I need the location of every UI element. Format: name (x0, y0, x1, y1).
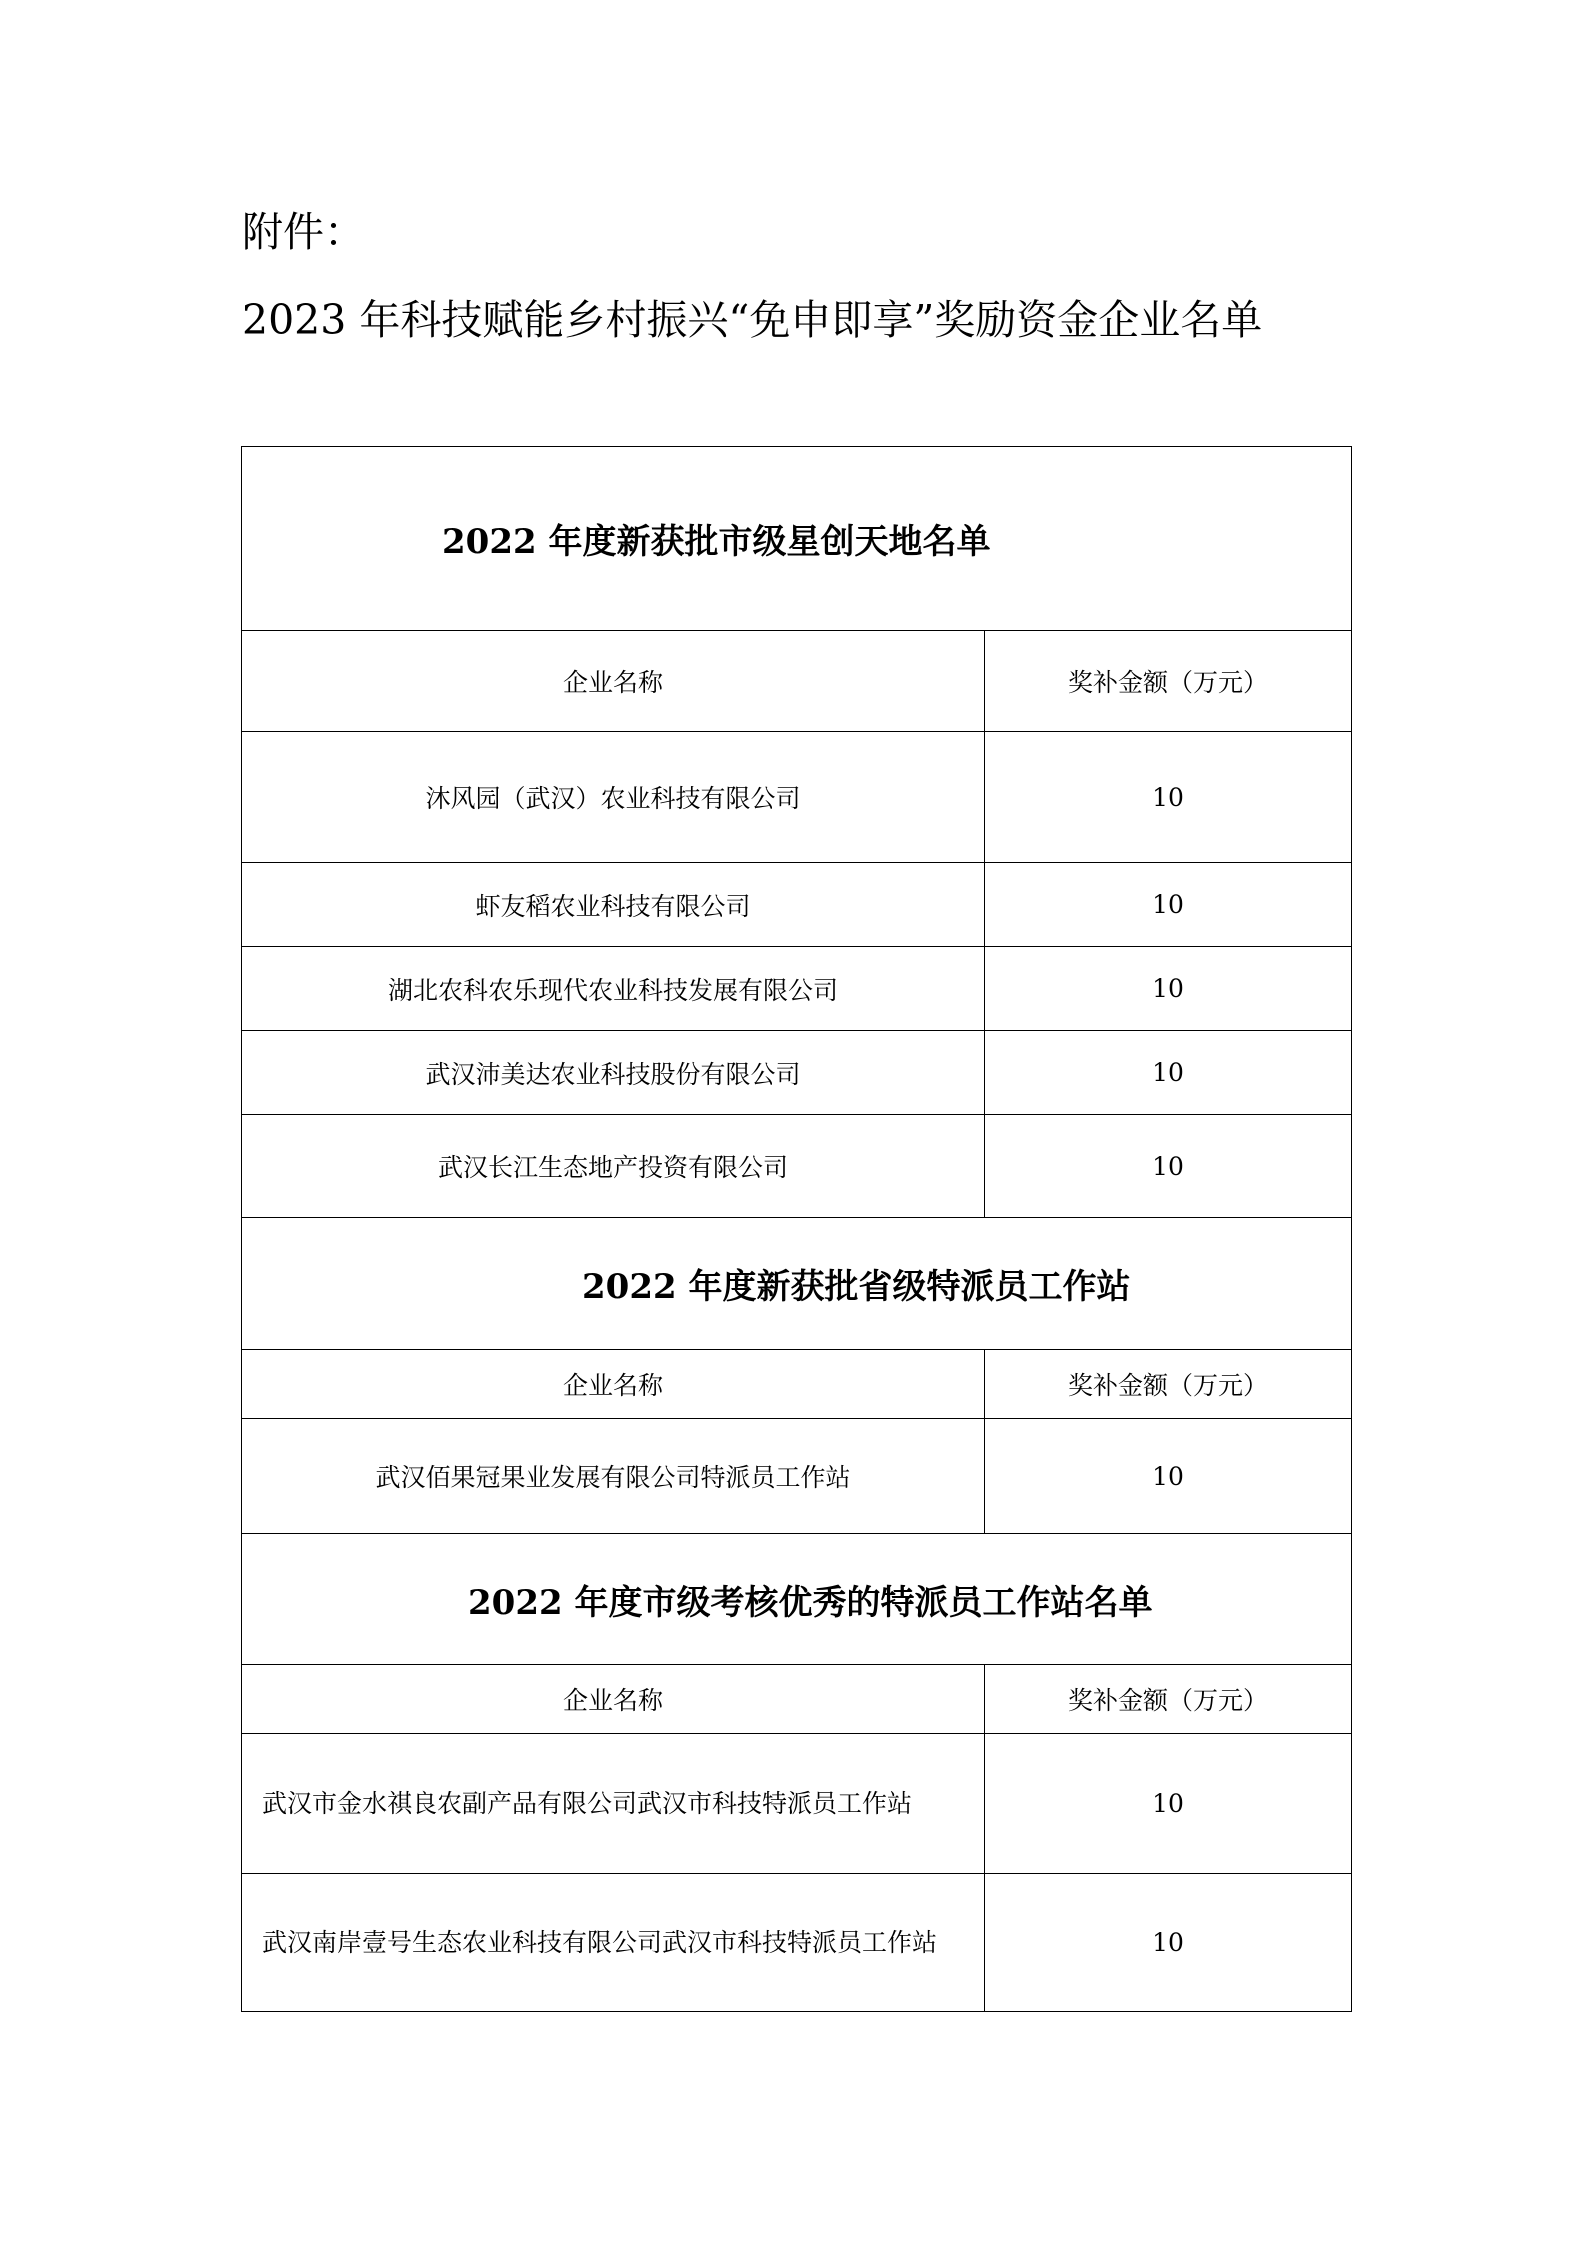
column-header-name: 企业名称 (242, 1665, 985, 1734)
award-amount: 10 (985, 1734, 1352, 1874)
award-amount: 10 (985, 1419, 1352, 1534)
column-header-amount: 奖补金额（万元） (985, 1665, 1352, 1734)
section-title-row (242, 1218, 1352, 1350)
table-header-row (242, 1350, 1352, 1419)
enterprise-name: 武汉佰果冠果业发展有限公司特派员工作站 (242, 1419, 985, 1534)
enterprise-list-table (241, 446, 1352, 2012)
award-amount: 10 (985, 1115, 1352, 1218)
section-title-row (242, 1534, 1352, 1665)
column-header-name: 企业名称 (242, 1350, 985, 1419)
table-row (242, 1419, 1352, 1534)
enterprise-name: 武汉沛美达农业科技股份有限公司 (242, 1031, 985, 1115)
section-title: 2022 年度新获批省级特派员工作站 (242, 1218, 1352, 1350)
table-row (242, 947, 1352, 1031)
document-title: 2023 年科技赋能乡村振兴“免申即享”奖励资金企业名单 (242, 296, 1263, 344)
award-amount: 10 (985, 1874, 1352, 2012)
column-header-name: 企业名称 (242, 631, 985, 732)
award-amount: 10 (985, 1031, 1352, 1115)
award-amount: 10 (985, 732, 1352, 863)
table-row (242, 1734, 1352, 1874)
table-row (242, 1874, 1352, 2012)
column-header-amount: 奖补金额（万元） (985, 1350, 1352, 1419)
attachment-label: 附件： (242, 208, 365, 256)
section-title: 2022 年度新获批市级星创天地名单 (242, 447, 1352, 631)
column-header-amount: 奖补金额（万元） (985, 631, 1352, 732)
table-row (242, 1115, 1352, 1218)
award-amount: 10 (985, 863, 1352, 947)
enterprise-name: 武汉南岸壹号生态农业科技有限公司武汉市科技特派员工作站 (242, 1874, 985, 2012)
enterprise-name: 武汉长江生态地产投资有限公司 (242, 1115, 985, 1218)
table-row (242, 1031, 1352, 1115)
enterprise-name: 湖北农科农乐现代农业科技发展有限公司 (242, 947, 985, 1031)
table-row (242, 863, 1352, 947)
award-amount: 10 (985, 947, 1352, 1031)
table-header-row (242, 1665, 1352, 1734)
table-row (242, 732, 1352, 863)
enterprise-name: 武汉市金水祺良农副产品有限公司武汉市科技特派员工作站 (242, 1734, 985, 1874)
enterprise-name: 虾友稻农业科技有限公司 (242, 863, 985, 947)
table-header-row (242, 631, 1352, 732)
section-title-row (242, 447, 1352, 631)
enterprise-name: 沐风园（武汉）农业科技有限公司 (242, 732, 985, 863)
section-title: 2022 年度市级考核优秀的特派员工作站名单 (242, 1534, 1352, 1665)
